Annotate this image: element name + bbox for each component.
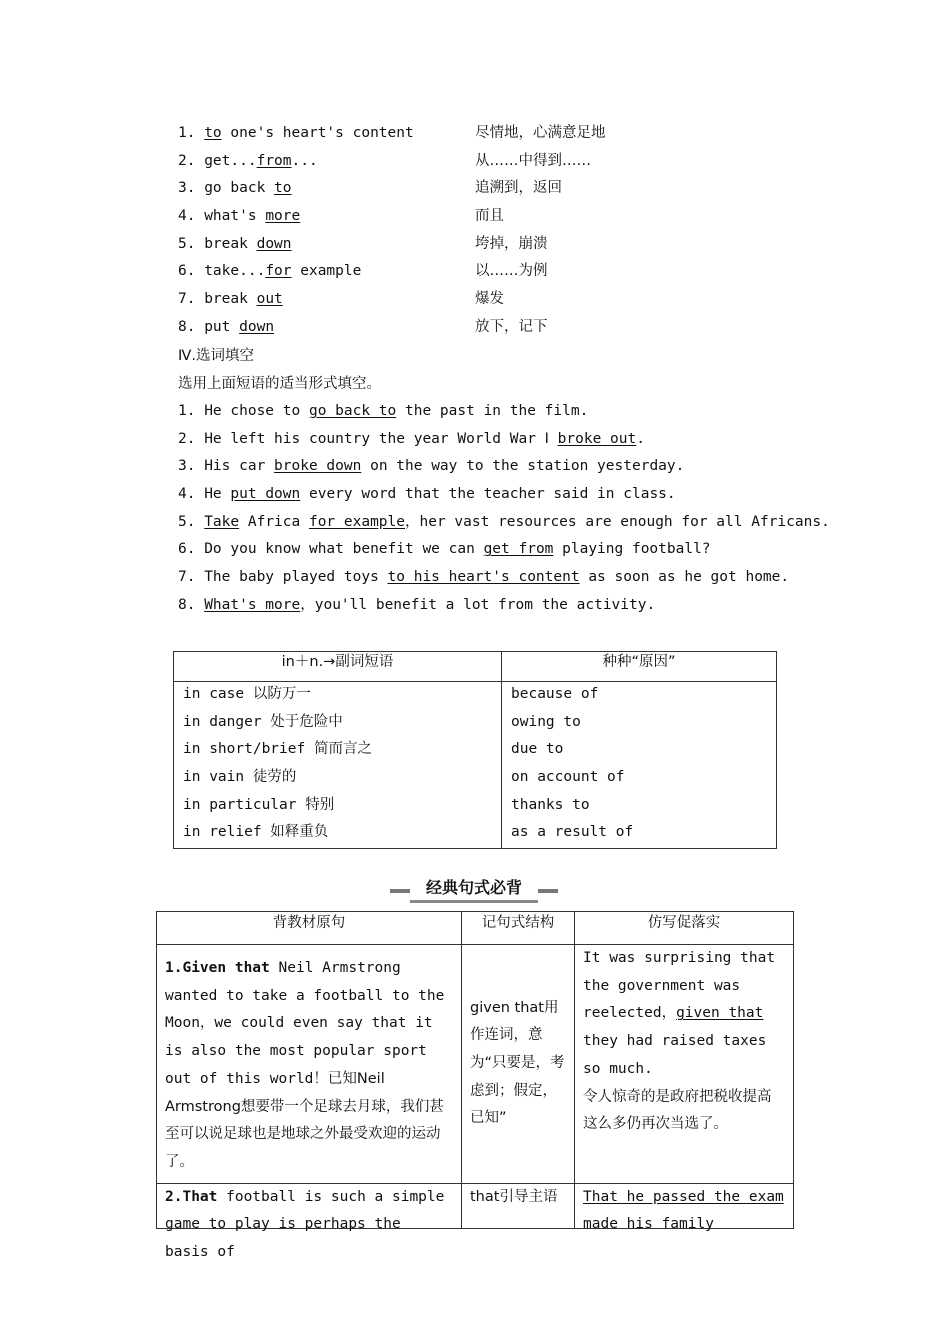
phrase-pre: break (204, 235, 257, 252)
fill-answer: broke out (557, 430, 637, 447)
phrase-answer: down (256, 235, 292, 252)
item-number: 3. (178, 180, 196, 197)
item-number: 4. (178, 486, 196, 503)
phrase-pre: get... (204, 152, 257, 169)
item-number: 5. (178, 235, 196, 252)
reason-phrase: because of (511, 686, 599, 702)
table-header: 种种“原因” (502, 652, 777, 682)
fill-text: the past in the film. (396, 403, 589, 419)
phrase-pre: take... (204, 263, 266, 280)
original-sentence-en: football is such a simple game to play is perhaps the basis of (165, 1188, 445, 1261)
phrase-en (178, 260, 361, 282)
phrase-meaning: 尽情地，心满意足地 (475, 125, 606, 141)
phrase-table (173, 651, 777, 849)
structure-cell (462, 945, 575, 1184)
original-sentence-cn: 已知Neil Armstrong想要带一个足球去月球，我们甚至可以说足球也是地球之外最受欢迎的运动了。 (165, 1070, 444, 1170)
fill-text: playing football? (553, 541, 711, 558)
phrase-post: ... (291, 152, 318, 169)
fill-text: His car (204, 458, 275, 475)
structure-note: that引导主语 (470, 1188, 558, 1205)
fill-answer: get from (483, 541, 554, 558)
fill-text: on the way to the station yesterday. (361, 458, 685, 475)
imitation-cell (575, 945, 794, 1184)
fill-answer: put down (230, 486, 301, 503)
in-phrase: in short/brief 简而言之 (183, 741, 372, 758)
phrase-row (178, 177, 818, 205)
item-number: 2. (178, 152, 196, 169)
fill-answer: for example (308, 513, 405, 530)
item-number: 1. (165, 960, 183, 976)
phrase-answer: to (274, 180, 292, 197)
phrase-pre: put (204, 318, 240, 335)
phrase-row (178, 260, 818, 288)
phrase-pre: go back (204, 180, 275, 197)
reason-phrase: due to (511, 741, 564, 758)
item-number: 5. (178, 513, 196, 530)
fill-answer: to his heart's content (387, 569, 580, 586)
fill-in-list (178, 400, 838, 622)
fill-answer: What's more (204, 596, 301, 613)
imitation-sentence-tail: they had raised taxes so much. (583, 1033, 767, 1077)
fill-text: He left his country the year World War Ⅰ (204, 430, 558, 447)
reason-phrase: thanks to (511, 796, 590, 813)
item-number: 6. (178, 263, 196, 280)
phrase-meaning: 以……为例 (475, 263, 548, 280)
fill-text: . (636, 430, 645, 447)
phrase-pre: break (204, 291, 257, 308)
imitation-sentence: It was surprising that the government was reelected， (583, 950, 776, 1022)
phrase-meaning: 垮掉，崩溃 (475, 235, 548, 252)
in-phrase: in vain 徒劳的 (183, 769, 297, 786)
structure-cell (462, 1183, 575, 1228)
item-number: 6. (178, 541, 196, 558)
fill-text: ，her vast resources are enough for all Africans. (405, 513, 830, 530)
phrase-en (178, 122, 414, 144)
table-header: 记句式结构 (462, 912, 575, 945)
fill-answer: Take (204, 513, 240, 530)
fill-row (178, 400, 838, 428)
item-number: 2. (165, 1188, 183, 1205)
banner-label: 经典句式必背 (410, 876, 538, 903)
original-sentence-cell (157, 945, 462, 1184)
phrase-en (178, 288, 283, 310)
item-number: 3. (178, 458, 196, 475)
item-number: 1. (178, 403, 196, 419)
item-number: 7. (178, 569, 196, 586)
phrase-row (178, 122, 818, 150)
phrase-en (178, 177, 292, 199)
phrase-post: one's heart's content (221, 125, 414, 141)
fill-text: Do you know what benefit we can (204, 541, 484, 558)
phrase-answer: to (204, 125, 222, 141)
fill-text: The baby played toys (204, 569, 388, 586)
phrase-answer: more (265, 208, 301, 225)
imitation-translation: 令人惊奇的是政府把税收提高这么多仍再次当选了。 (583, 1088, 772, 1133)
fill-text: every word that the teacher said in class. (300, 486, 676, 503)
section-banner (390, 876, 558, 902)
section-title: Ⅳ.选词填空 (178, 348, 254, 364)
fill-row (178, 483, 838, 511)
in-phrase: in relief 如释重负 (183, 824, 329, 841)
reason-phrase: as a result of (511, 824, 634, 841)
in-phrases-cell (174, 682, 502, 849)
phrase-meaning: 从……中得到…… (475, 152, 591, 169)
table-header: in＋n.→副词短语 (174, 652, 502, 682)
pattern-keyword: Given that (182, 960, 270, 976)
item-number: 8. (178, 318, 196, 335)
phrase-list (178, 122, 818, 344)
pattern-keyword: That (182, 1188, 218, 1205)
phrase-answer: out (256, 291, 283, 308)
phrase-en (178, 233, 292, 255)
fill-answer: go back to (308, 403, 397, 419)
item-number: 8. (178, 596, 196, 613)
imitation-answer: That he passed the exam (583, 1188, 784, 1205)
fill-text: He chose to (204, 403, 309, 419)
imitation-answer: given that (676, 1005, 764, 1022)
fill-text: ，you'll benefit a lot from the activity. (300, 596, 656, 613)
phrase-row (178, 150, 818, 178)
phrase-meaning: 追溯到，返回 (475, 180, 562, 197)
reason-phrase: on account of (511, 769, 625, 786)
phrase-answer: from (256, 152, 292, 169)
phrase-pre: what's (204, 208, 266, 225)
in-phrase: in danger 处于危险中 (183, 713, 343, 730)
phrase-post: example (291, 263, 362, 280)
fill-text: Africa (239, 513, 309, 530)
table-header: 仿写促落实 (575, 912, 794, 945)
fill-row (178, 511, 838, 539)
section-instruction: 选用上面短语的适当形式填空。 (178, 376, 381, 392)
fill-text: as soon as he got home. (579, 569, 790, 586)
in-phrase: in case 以防万一 (183, 686, 311, 702)
imitation-cell (575, 1183, 794, 1233)
sentence-table (156, 911, 794, 1261)
fill-row (178, 566, 838, 594)
fill-answer: broke down (274, 458, 362, 475)
item-number: 2. (178, 430, 196, 447)
phrase-answer: down (239, 318, 275, 335)
fill-row (178, 538, 838, 566)
reason-phrases-cell (502, 682, 777, 849)
phrase-row (178, 288, 818, 316)
structure-note: given that用作连词，意为“只要是，考虑到；假定，已知” (470, 999, 565, 1127)
original-sentence-en: Neil Armstrong wanted to take a football to the Moon，we could even say that it is also the most popular sport out of this world！ (165, 960, 445, 1087)
imitation-sentence-tail: made his family (583, 1216, 714, 1233)
phrase-en (178, 205, 300, 227)
original-sentence-cell (157, 1183, 462, 1261)
fill-row (178, 455, 838, 483)
in-phrase: in particular 特别 (183, 796, 335, 813)
phrase-answer: for (265, 263, 292, 280)
fill-row (178, 594, 838, 622)
phrase-en (178, 316, 274, 338)
phrase-en (178, 150, 318, 172)
phrase-row (178, 205, 818, 233)
phrase-meaning: 爆发 (475, 291, 504, 308)
phrase-row (178, 233, 818, 261)
fill-row (178, 428, 838, 456)
reason-phrase: owing to (511, 713, 581, 730)
item-number: 4. (178, 208, 196, 225)
fill-text: He (204, 486, 231, 503)
item-number: 1. (178, 125, 196, 141)
table-header: 背教材原句 (157, 912, 462, 945)
item-number: 7. (178, 291, 196, 308)
phrase-meaning: 而且 (475, 208, 504, 225)
phrase-row (178, 316, 818, 344)
phrase-meaning: 放下，记下 (475, 318, 548, 335)
